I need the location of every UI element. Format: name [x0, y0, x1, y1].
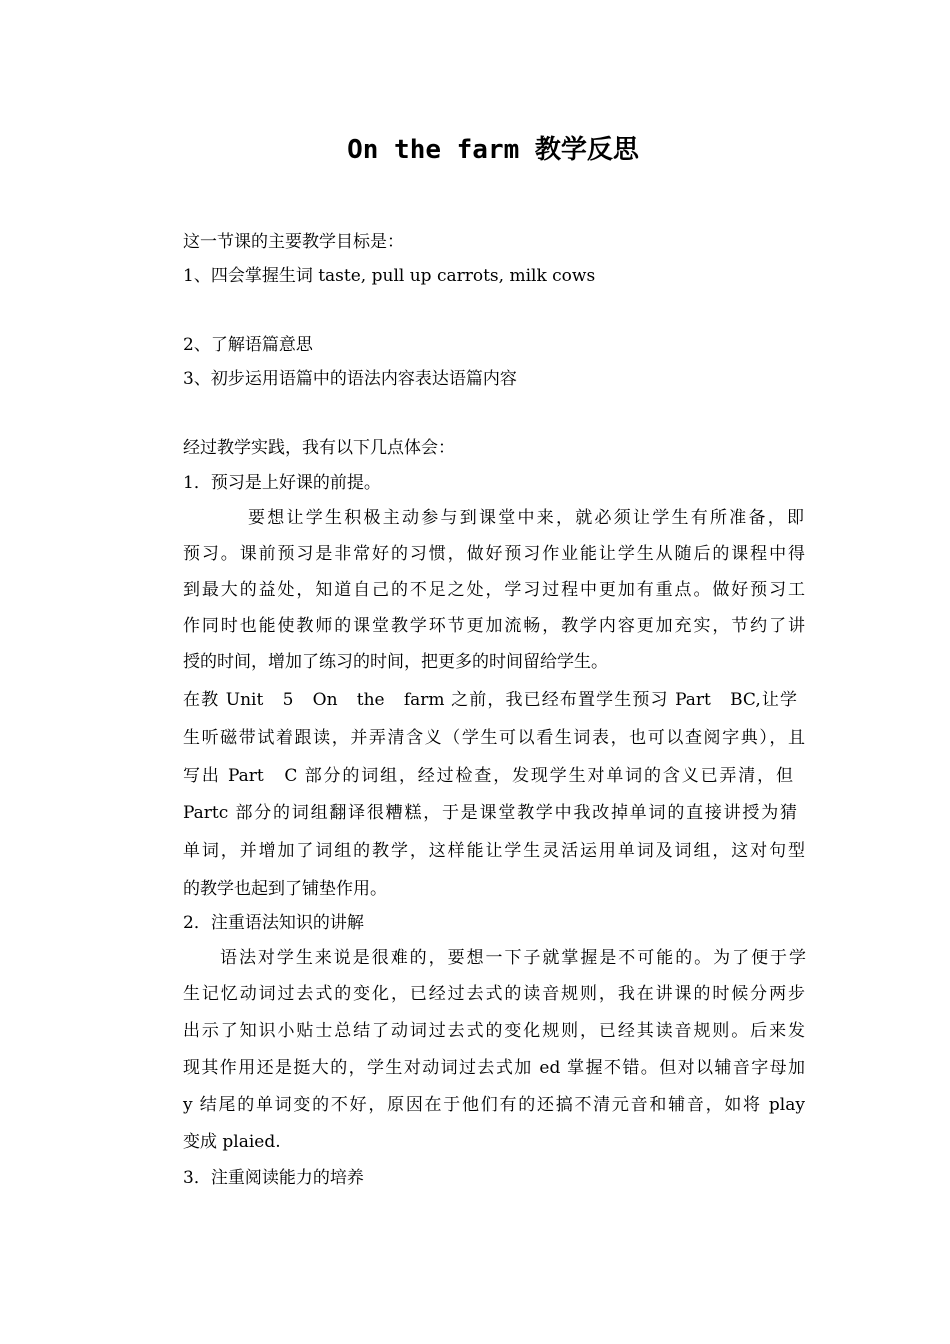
- intro-line: 这一节课的主要教学目标是：: [183, 232, 404, 252]
- document-title: On the farm 教学反思: [347, 135, 639, 165]
- section2-para-line: y 结尾的单词变的不好，原因在于他们有的还搞不清元音和辅音，如将 play: [183, 1095, 805, 1115]
- section1-para2-line: 生听磁带试着跟读，并弄清含义（学生可以看生词表，也可以查阅字典），且: [183, 728, 805, 748]
- section1-para2-line: 在教 Unit 5 On the farm 之前，我已经布置学生预习 Part BC,让学: [183, 690, 797, 710]
- section1-para2-line: 的教学也起到了铺垫作用。: [183, 879, 387, 899]
- section1-para1-line: 预习。课前预习是非常好的习惯，做好预习作业能让学生从随后的课程中得: [183, 544, 805, 564]
- section1-para2-line: 单词，并增加了词组的教学，这样能让学生灵活运用单词及词组，这对句型: [183, 841, 805, 861]
- experience-intro: 经过教学实践，我有以下几点体会：: [183, 438, 455, 458]
- section2-para-line: 生记忆动词过去式的变化，已经过去式的读音规则，我在讲课的时候分两步: [183, 984, 805, 1004]
- section1-para2-line: 写出 Part C 部分的词组，经过检查，发现学生对单词的含义已弄清，但: [183, 766, 793, 786]
- objective-2: 2、了解语篇意思: [183, 335, 313, 355]
- section1-para1-line: 授的时间，增加了练习的时间，把更多的时间留给学生。: [183, 652, 608, 672]
- section1-para2-line: Partc 部分的词组翻译很糟糕，于是课堂教学中我改掉单词的直接讲授为猜: [183, 803, 797, 823]
- section2-para-line: 现其作用还是挺大的，学生对动词过去式加 ed 掌握不错。但对以辅音字母加: [183, 1058, 805, 1078]
- section2-para-line: 变成 plaied.: [183, 1132, 281, 1152]
- section3-heading: 3．注重阅读能力的培养: [183, 1168, 364, 1188]
- section2-heading: 2．注重语法知识的讲解: [183, 913, 364, 933]
- section1-para1-line: 到最大的益处，知道自己的不足之处，学习过程中更加有重点。做好预习工: [183, 580, 805, 600]
- section1-heading: 1．预习是上好课的前提。: [183, 473, 381, 493]
- section2-para-line: 出示了知识小贴士总结了动词过去式的变化规则，已经其读音规则。后来发: [183, 1021, 805, 1041]
- section1-para1-line: 作同时也能使教师的课堂教学环节更加流畅，教学内容更加充实，节约了讲: [183, 616, 805, 636]
- objective-1: 1、四会掌握生词 taste, pull up carrots, milk cows: [183, 266, 596, 286]
- section1-para1-line: 要想让学生积极主动参与到课堂中来，就必须让学生有所准备，即: [248, 508, 804, 528]
- section2-para-line: 语法对学生来说是很难的，要想一下子就掌握是不可能的。为了便于学: [220, 948, 806, 968]
- objective-3: 3、初步运用语篇中的语法内容表达语篇内容: [183, 369, 517, 389]
